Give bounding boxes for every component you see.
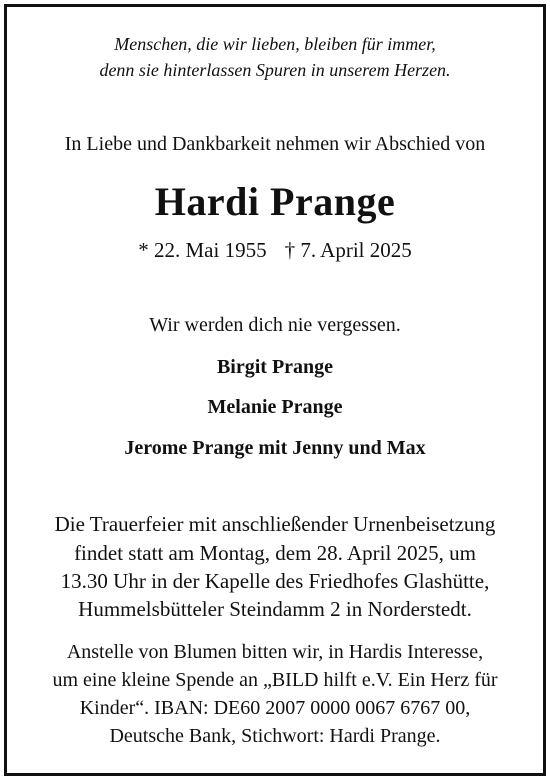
funeral-line-1: Die Trauerfeier mit anschließender Urnenbeisetzung <box>54 512 496 536</box>
deceased-name: Hardi Prange <box>154 179 396 224</box>
birth-date: * 22. Mai 1955 <box>138 238 267 262</box>
donation-line-1: Anstelle von Blumen bitten wir, in Hardis Interesse, <box>66 641 484 663</box>
motto-line-1: Menschen, die wir lieben, bleiben für immer, <box>114 34 436 54</box>
donation-line-3: Kinder“. IBAN: DE60 2007 0000 0067 6767 00, <box>79 697 471 719</box>
funeral-line-3: 13.30 Uhr in der Kapelle des Friedhofes Glashütte, <box>60 569 490 593</box>
life-dates <box>0 238 550 263</box>
funeral-line-4: Hummelsbütteler Steindamm 2 in Norderstedt. <box>78 597 472 621</box>
mourner-1: Birgit Prange <box>216 356 334 378</box>
motto-line-2: denn sie hinterlassen Spuren in unserem Herzen. <box>99 60 451 80</box>
donation-line-2: um eine kleine Spende an „BILD hilft e.V. Ein Herz für <box>52 669 498 691</box>
remembrance-text: Wir werden dich nie vergessen. <box>149 314 401 336</box>
mourner-3: Jerome Prange mit Jenny und Max <box>124 437 426 459</box>
donation-line-4: Deutsche Bank, Stichwort: Hardi Prange. <box>109 725 441 747</box>
death-date: † 7. April 2025 <box>284 238 412 262</box>
mourner-2: Melanie Prange <box>207 396 343 418</box>
intro-text: In Liebe und Dankbarkeit nehmen wir Abschied von <box>64 133 486 155</box>
funeral-line-2: findet statt am Montag, dem 28. April 2025, um <box>74 541 476 565</box>
